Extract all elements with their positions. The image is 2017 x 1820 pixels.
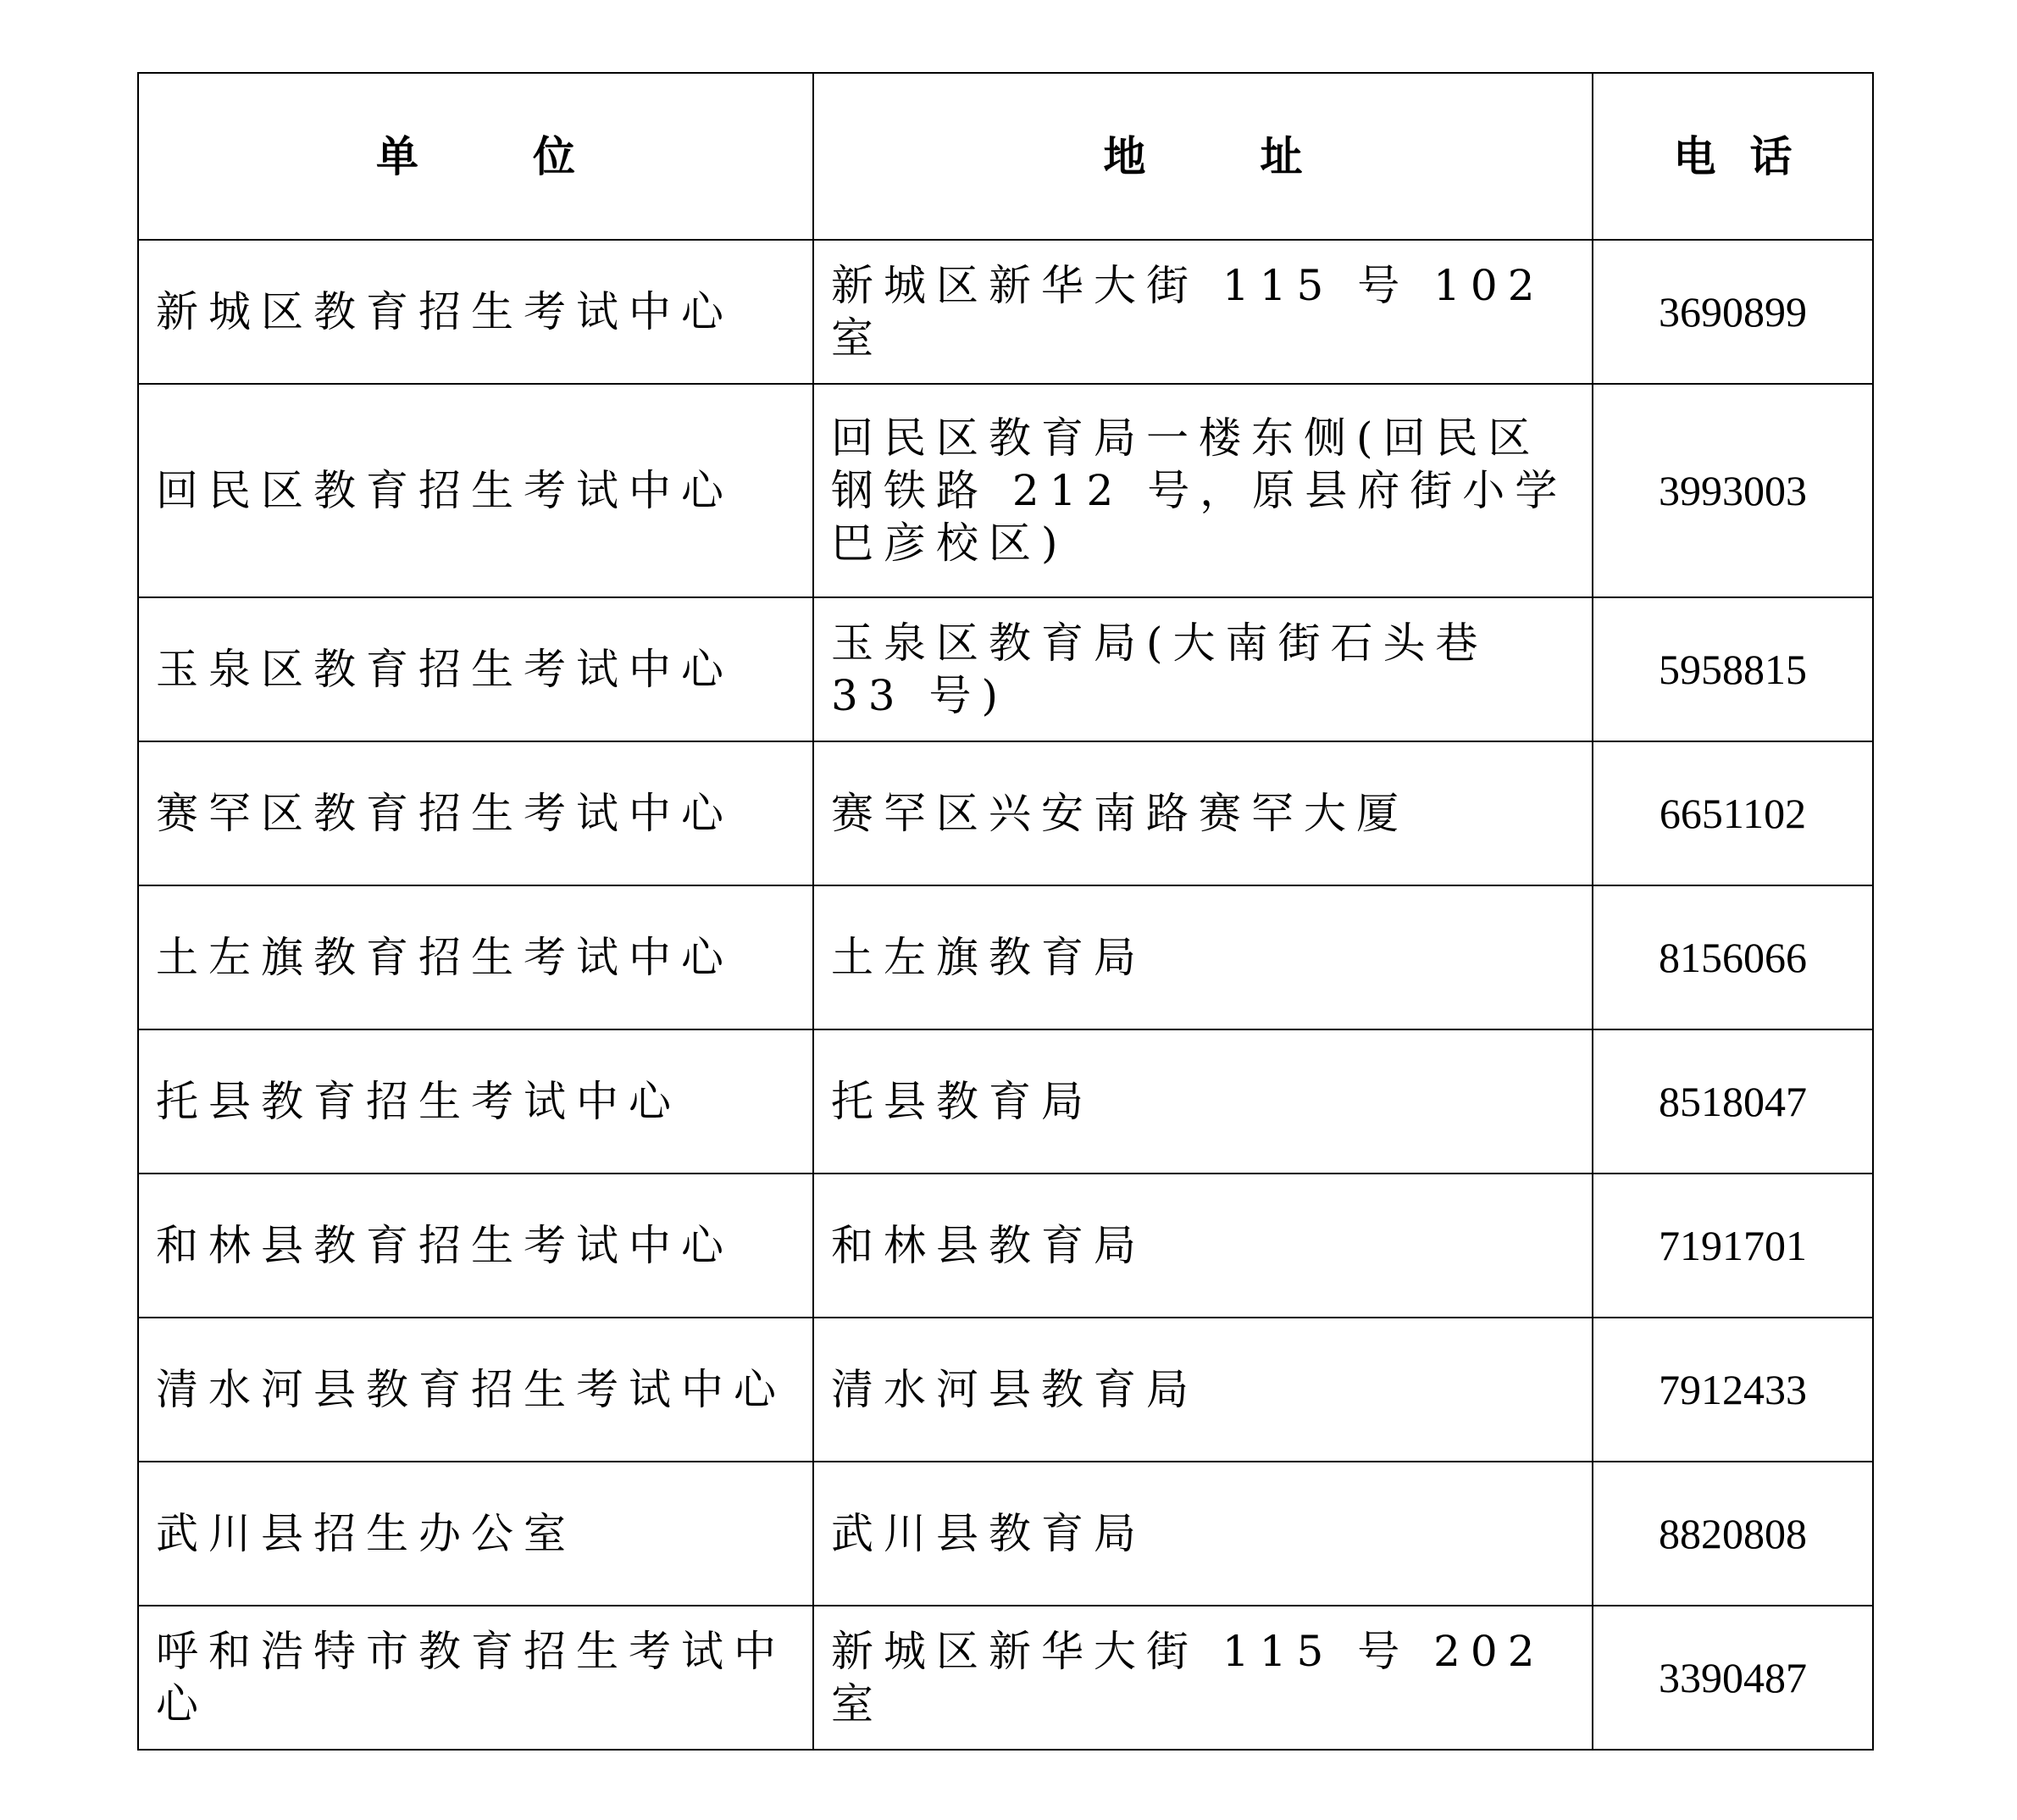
table-row bbox=[138, 1462, 1873, 1606]
phone-cell: 6651102 bbox=[1593, 741, 1873, 885]
address-cell: 托县教育局 bbox=[813, 1029, 1593, 1174]
header-unit-char-2: 位 bbox=[533, 130, 575, 181]
table-row bbox=[138, 1174, 1873, 1318]
header-phone-char-1: 电 bbox=[1673, 130, 1716, 181]
address-cell: 新城区新华大街 115 号 202 室 bbox=[813, 1606, 1593, 1750]
header-address bbox=[813, 73, 1593, 240]
address-cell: 清水河县教育局 bbox=[813, 1318, 1593, 1462]
table-row bbox=[138, 1606, 1873, 1750]
address-cell: 新城区新华大街 115 号 102 室 bbox=[813, 240, 1593, 384]
table-row bbox=[138, 741, 1873, 885]
phone-cell: 8820808 bbox=[1593, 1462, 1873, 1606]
header-unit-char-1: 单 bbox=[376, 130, 418, 181]
phone-cell: 8156066 bbox=[1593, 885, 1873, 1029]
unit-cell: 武川县招生办公室 bbox=[138, 1462, 813, 1606]
table-row bbox=[138, 1318, 1873, 1462]
unit-cell: 新城区教育招生考试中心 bbox=[138, 240, 813, 384]
address-cell: 回民区教育局一楼东侧(回民区钢铁路 212 号，原县府街小学巴彦校区) bbox=[813, 384, 1593, 597]
unit-cell: 清水河县教育招生考试中心 bbox=[138, 1318, 813, 1462]
table-row bbox=[138, 384, 1873, 597]
table-row bbox=[138, 240, 1873, 384]
unit-cell: 呼和浩特市教育招生考试中心 bbox=[138, 1606, 813, 1750]
unit-cell: 玉泉区教育招生考试中心 bbox=[138, 597, 813, 741]
table-row bbox=[138, 885, 1873, 1029]
phone-cell: 7912433 bbox=[1593, 1318, 1873, 1462]
table-row bbox=[138, 597, 1873, 741]
address-cell: 土左旗教育局 bbox=[813, 885, 1593, 1029]
phone-cell: 5958815 bbox=[1593, 597, 1873, 741]
address-cell: 和林县教育局 bbox=[813, 1174, 1593, 1318]
table-header-row bbox=[138, 73, 1873, 240]
header-phone-char-2: 话 bbox=[1749, 130, 1793, 181]
header-address-char-1: 地 bbox=[1103, 130, 1146, 181]
unit-cell: 赛罕区教育招生考试中心 bbox=[138, 741, 813, 885]
phone-cell: 3690899 bbox=[1593, 240, 1873, 384]
header-unit bbox=[138, 73, 813, 240]
address-cell: 武川县教育局 bbox=[813, 1462, 1593, 1606]
address-cell: 玉泉区教育局(大南街石头巷 33 号) bbox=[813, 597, 1593, 741]
phone-cell: 7191701 bbox=[1593, 1174, 1873, 1318]
contact-table bbox=[137, 72, 1874, 1751]
phone-cell: 3993003 bbox=[1593, 384, 1873, 597]
phone-cell: 8518047 bbox=[1593, 1029, 1873, 1174]
unit-cell: 和林县教育招生考试中心 bbox=[138, 1174, 813, 1318]
unit-cell: 回民区教育招生考试中心 bbox=[138, 384, 813, 597]
header-address-char-2: 址 bbox=[1260, 130, 1303, 181]
unit-cell: 土左旗教育招生考试中心 bbox=[138, 885, 813, 1029]
address-cell: 赛罕区兴安南路赛罕大厦 bbox=[813, 741, 1593, 885]
unit-cell: 托县教育招生考试中心 bbox=[138, 1029, 813, 1174]
table-row bbox=[138, 1029, 1873, 1174]
header-phone bbox=[1593, 73, 1873, 240]
phone-cell: 3390487 bbox=[1593, 1606, 1873, 1750]
